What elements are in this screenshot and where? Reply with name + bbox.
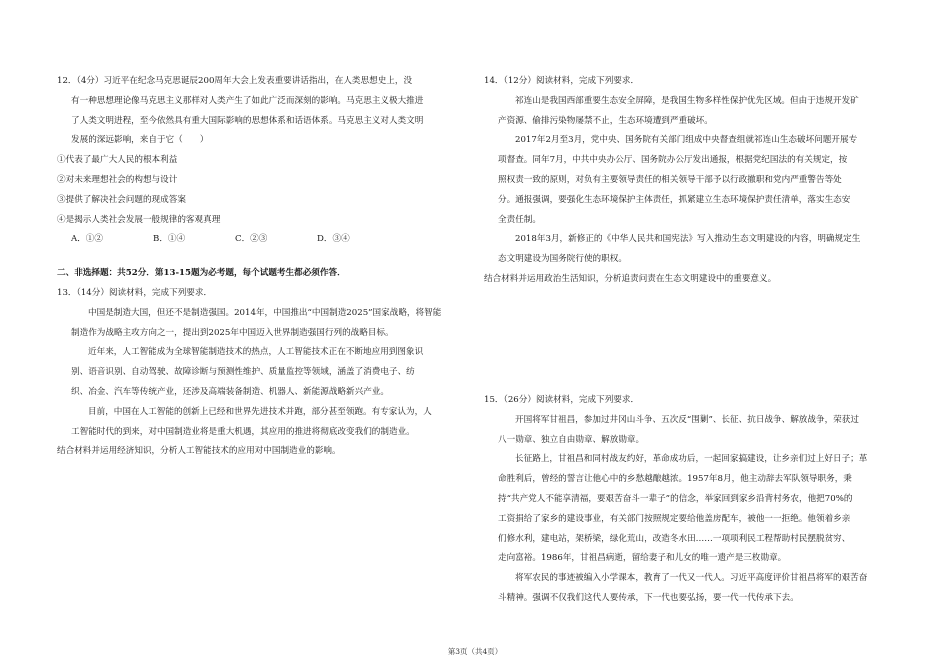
right-column — [484, 72, 908, 290]
q14-line: 态文明建设为国务院行使的职权。 — [498, 254, 627, 265]
q12-choices — [57, 230, 475, 250]
q15-line: 命胜利后，曾经的誓言让他心中的乡愁越酿越浓。1957年8月，他主动辞去军队领导职务，秉 — [498, 474, 852, 485]
q14-line: 产资源、偷排污染物屡禁不止，生态环境遭到严重破坏。 — [498, 115, 713, 126]
q13-stem: 13．（14分）阅读材料，完成下列要求． — [57, 287, 213, 298]
q14-stem: 14．（12分）阅读材料，完成下列要求． — [484, 76, 640, 86]
q15-line: 工资捐给了家乡的建设事业，有关部门按照规定要给他盖房配车，被他一一拒绝。他领着乡亲 — [498, 513, 851, 524]
q13-line: 制造作为战略主攻方向之一，提出到2025年中国迈入世界制造强国行列的战略目标。 — [71, 327, 394, 338]
q12-option-4: ④是揭示人类社会发展一般规律的客观真理 — [57, 214, 221, 225]
q15-stem: 15．（26分）阅读材料，完成下列要求． — [484, 395, 640, 405]
q14-question: 结合材料并运用政治生活知识，分析追责问责在生态文明建设中的重要意义。 — [484, 273, 777, 284]
q12-choice-d: D．③④ — [317, 234, 350, 245]
q13-line: 别、语音识别、自动驾驶、故障诊断与预测性维护、质量监控等领域，涵盖了消费电子、纺 — [71, 367, 415, 378]
q15-line: 持“共产党人不能享清福，要艰苦奋斗一辈子”的信念，举家回到家乡沿背村务农，他把70%的 — [498, 493, 853, 504]
q12-stem-line: 了人类文明进程，至今依然具有重大国际影响的思想体系和话语体系。马克思主义对人类文明 — [71, 115, 424, 126]
page-footer: 第3页（共4页） — [447, 647, 503, 656]
q13-question: 结合材料并运用经济知识，分析人工智能技术的应用对中国制造业的影响。 — [57, 446, 341, 457]
q12-choice-a: A．①② — [71, 234, 103, 245]
q12-option-3: ③提供了解决社会问题的现成答案 — [57, 194, 186, 205]
q15-line: 斗精神。强调不仅我们这代人要传承，下一代也要弘扬，要一代一代传承下去。 — [498, 592, 799, 603]
q15-line: 将军农民的事迹被编入小学课本，教育了一代又一代人。习近平高度评价甘祖昌将军的艰苦奋 — [515, 573, 868, 584]
q12-choice-b: B．①④ — [153, 234, 186, 245]
q13-line: 织、冶金、汽车等传统产业，还涉及高端装备制造、机器人、新能源战略新兴产业。 — [71, 386, 389, 397]
q12-option-2: ②对未来理想社会的构想与设计 — [57, 174, 178, 185]
section-header: 二、非选择题：共52分．第13-15题为必考题，每个试题考生都必须作答． — [57, 268, 346, 279]
q14-line: 分。通报强调，要强化生态环境保护主体责任，抓紧建立生态环境保护责任清单，落实生态安 — [498, 194, 851, 205]
q14-line: 照权责一致的原则，对负有主要领导责任的相关领导干部予以行政撤职和党内严重警告等处 — [498, 174, 842, 185]
q15-line: 八一勋章、独立自由勋章、解放勋章。 — [498, 434, 645, 445]
q14-line: 2017年2月至3月，党中央、国务院有关部门组成中央督查组就祁连山生态破坏问题开展专 — [515, 135, 858, 146]
q12-stem-line: 有一种思想理论像马克思主义那样对人类产生了如此广泛而深刻的影响。马克思主义极大推进 — [71, 95, 424, 106]
q15-line: 走向富裕。1986年，甘祖昌病逝，留给妻子和儿女的唯一遗产是三枚勋章。 — [498, 553, 787, 564]
q14-line: 全责任制。 — [498, 214, 541, 225]
q12-stem-line1: 12．（4分）习近平在纪念马克思诞辰200周年大会上发表重要讲话指出，在人类思想史上，没 — [57, 76, 413, 86]
q15-line: 开国将军甘祖昌，参加过井冈山斗争、五次反“围剿”、长征、抗日战争、解放战争，荣获过 — [515, 414, 859, 425]
q15-block — [484, 391, 908, 609]
q12-option-1: ①代表了最广大人民的根本利益 — [57, 155, 178, 166]
left-column — [57, 72, 475, 462]
q13-line: 目前，中国在人工智能的创新上已经和世界先进技术并跑，部分甚至领跑。有专家认为，人 — [88, 406, 432, 417]
q13-line: 近年来，人工智能成为全球智能制造技术的热点，人工智能技术正在不断地应用到图象识 — [88, 347, 424, 358]
q14-line: 祁连山是我国西部重要生态安全屏障，是我国生物多样性保护优先区域。但由于违规开发矿 — [515, 95, 859, 106]
q12-choice-c: C．②③ — [235, 234, 268, 245]
q15-line: 长征路上，甘祖昌和同村战友约好，革命成功后，一起回家搞建设，让乡亲们过上好日子；革 — [515, 454, 868, 465]
q13-line: 中国是制造大国，但还不是制造强国。2014年，中国推出“中国制造2025”国家战略，将智能 — [88, 307, 442, 318]
q15-line: 们修水利，建电站，架桥梁，绿化荒山，改造冬水田……一项项利民工程帮助村民摆脱贫穷、 — [498, 533, 851, 544]
q13-line: 工智能时代的到来，对中国制造业将是重大机遇，其应用的推进将彻底改变我们的制造业。 — [71, 426, 415, 437]
q14-line: 项督查。同年7月，中共中央办公厅、国务院办公厅发出通报，根据党纪国法的有关规定，按 — [498, 155, 848, 166]
q12-stem-line: 发展的深远影响，来自于它（ ） — [71, 135, 209, 146]
q14-line: 2018年3月，新修正的《中华人民共和国宪法》写入推动生态文明建设的内容，明确规定生 — [515, 234, 861, 245]
